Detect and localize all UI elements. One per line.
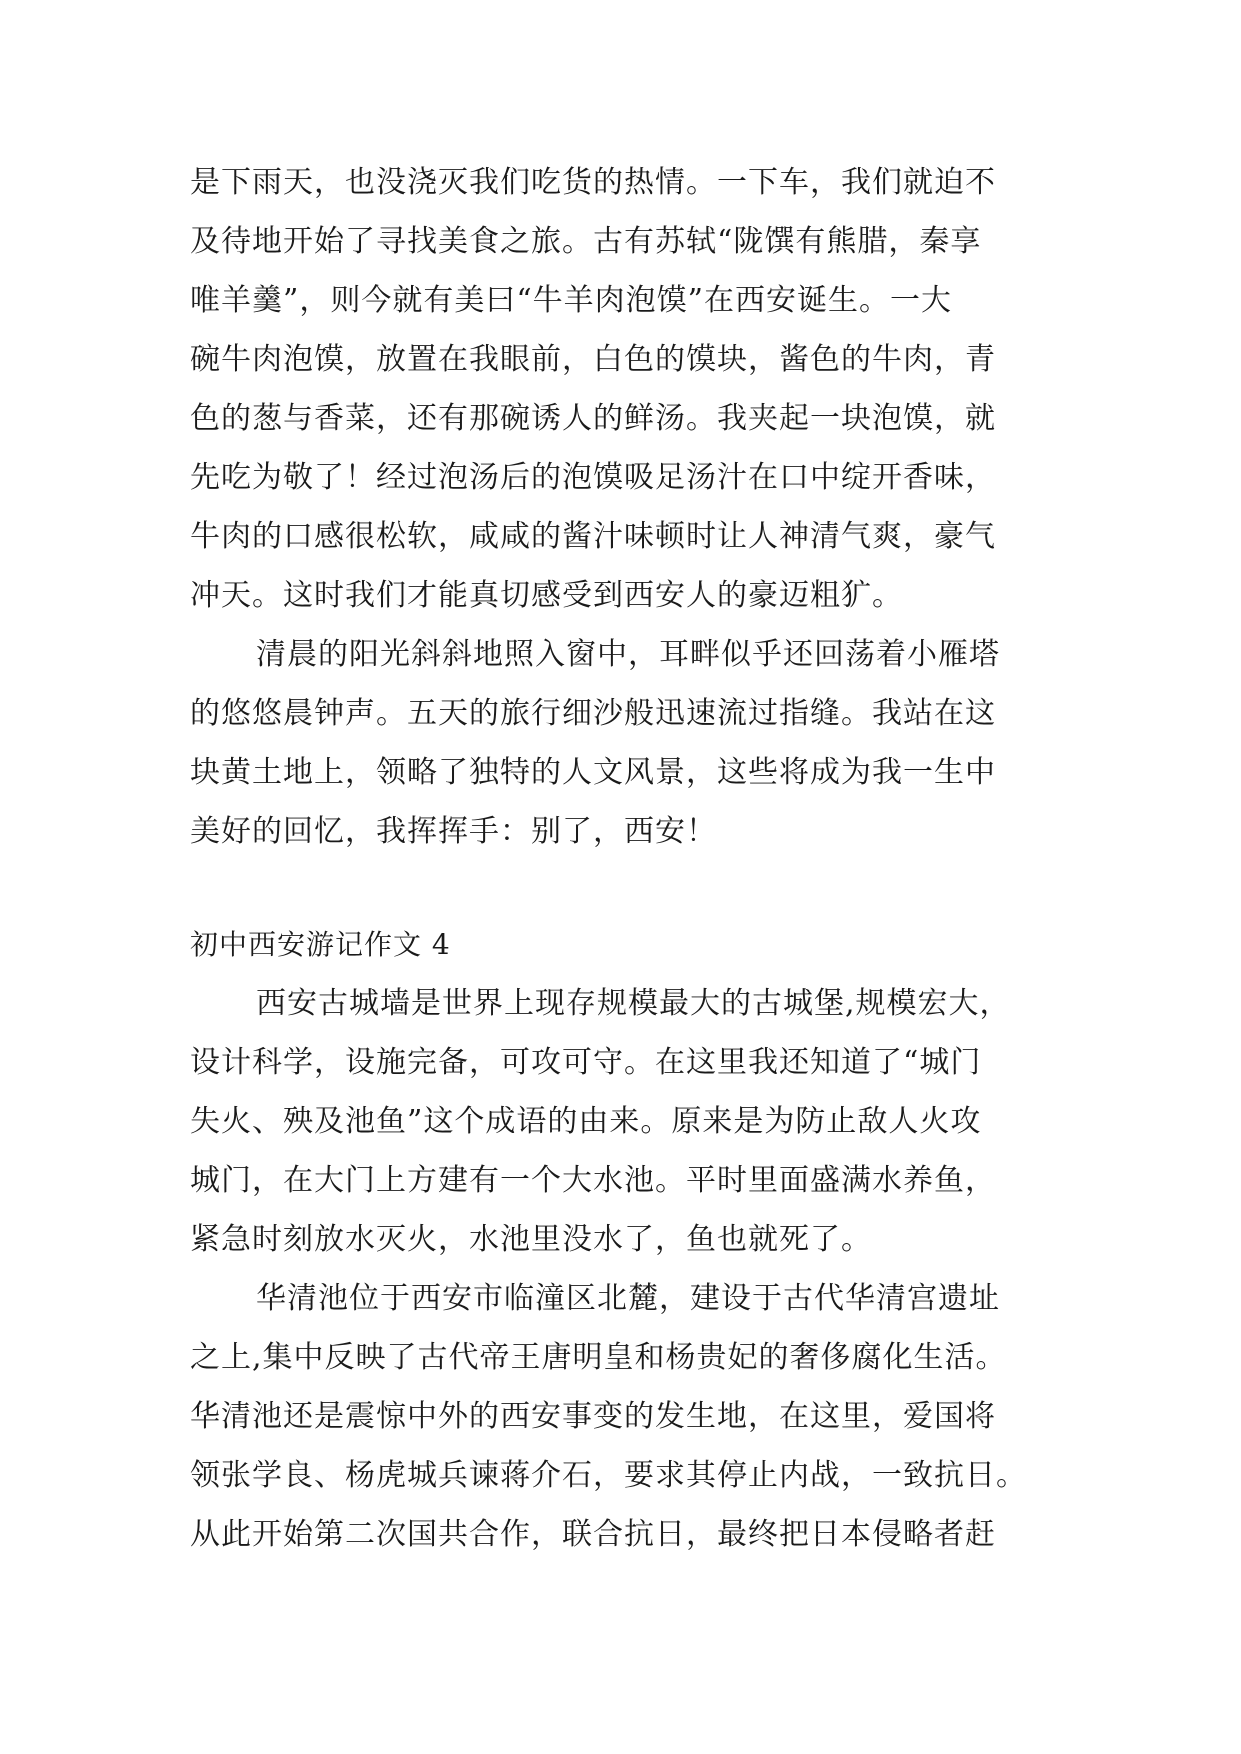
paragraph-line: 清晨的阳光斜斜地照入窗中，耳畔似乎还回荡着小雁塔 [256,637,1000,672]
paragraph-line: 冲天。这时我们才能真切感受到西安人的豪迈粗犷。 [190,578,903,613]
paragraph-line: 设计科学，设施完备，可攻可守。在这里我还知道了“城门 [190,1045,982,1080]
paragraph-line: 唯羊羹”，则今就有美曰“牛羊肉泡馍”在西安诞生。一大 [190,283,953,318]
paragraph-line: 是下雨天，也没浇灭我们吃货的热情。一下车，我们就迫不 [190,165,996,200]
paragraph-line: 西安古城墙是世界上现存规模最大的古城堡,规模宏大， [256,986,1011,1021]
paragraph-line: 城门，在大门上方建有一个大水池。平时里面盛满水养鱼， [190,1163,996,1198]
section-title: 初中西安游记作文 4 [190,928,451,961]
paragraph-line: 领张学良、杨虎城兵谏蒋介石，要求其停止内战，一致抗日。 [190,1458,1027,1493]
paragraph-line: 从此开始第二次国共合作，联合抗日，最终把日本侵略者赶 [190,1517,996,1552]
paragraph-line: 美好的回忆，我挥挥手：别了，西安！ [190,814,717,849]
paragraph-line: 及待地开始了寻找美食之旅。古有苏轼“陇馔有熊腊，秦享 [190,224,982,259]
paragraph-line: 华清池还是震惊中外的西安事变的发生地，在这里，爱国将 [190,1399,996,1434]
paragraph-line: 华清池位于西安市临潼区北麓，建设于古代华清宫遗址 [256,1281,1000,1316]
paragraph-line: 失火、殃及池鱼”这个成语的由来。原来是为防止敌人火攻 [190,1104,982,1139]
paragraph-line: 先吃为敬了！经过泡汤后的泡馍吸足汤汁在口中绽开香味， [190,460,996,495]
paragraph-line: 块黄土地上，领略了独特的人文风景，这些将成为我一生中 [190,755,996,790]
paragraph-line: 之上,集中反映了古代帝王唐明皇和杨贵妃的奢侈腐化生活。 [190,1340,1007,1375]
paragraph-line: 的悠悠晨钟声。五天的旅行细沙般迅速流过指缝。我站在这 [190,696,996,731]
paragraph-line: 色的葱与香菜，还有那碗诱人的鲜汤。我夹起一块泡馍，就 [190,401,996,436]
paragraph-line: 碗牛肉泡馍，放置在我眼前，白色的馍块，酱色的牛肉，青 [190,342,996,377]
paragraph-line: 牛肉的口感很松软，咸咸的酱汁味顿时让人神清气爽，豪气 [190,519,996,554]
paragraph-line: 紧急时刻放水灭火，水池里没水了，鱼也就死了。 [190,1222,872,1257]
